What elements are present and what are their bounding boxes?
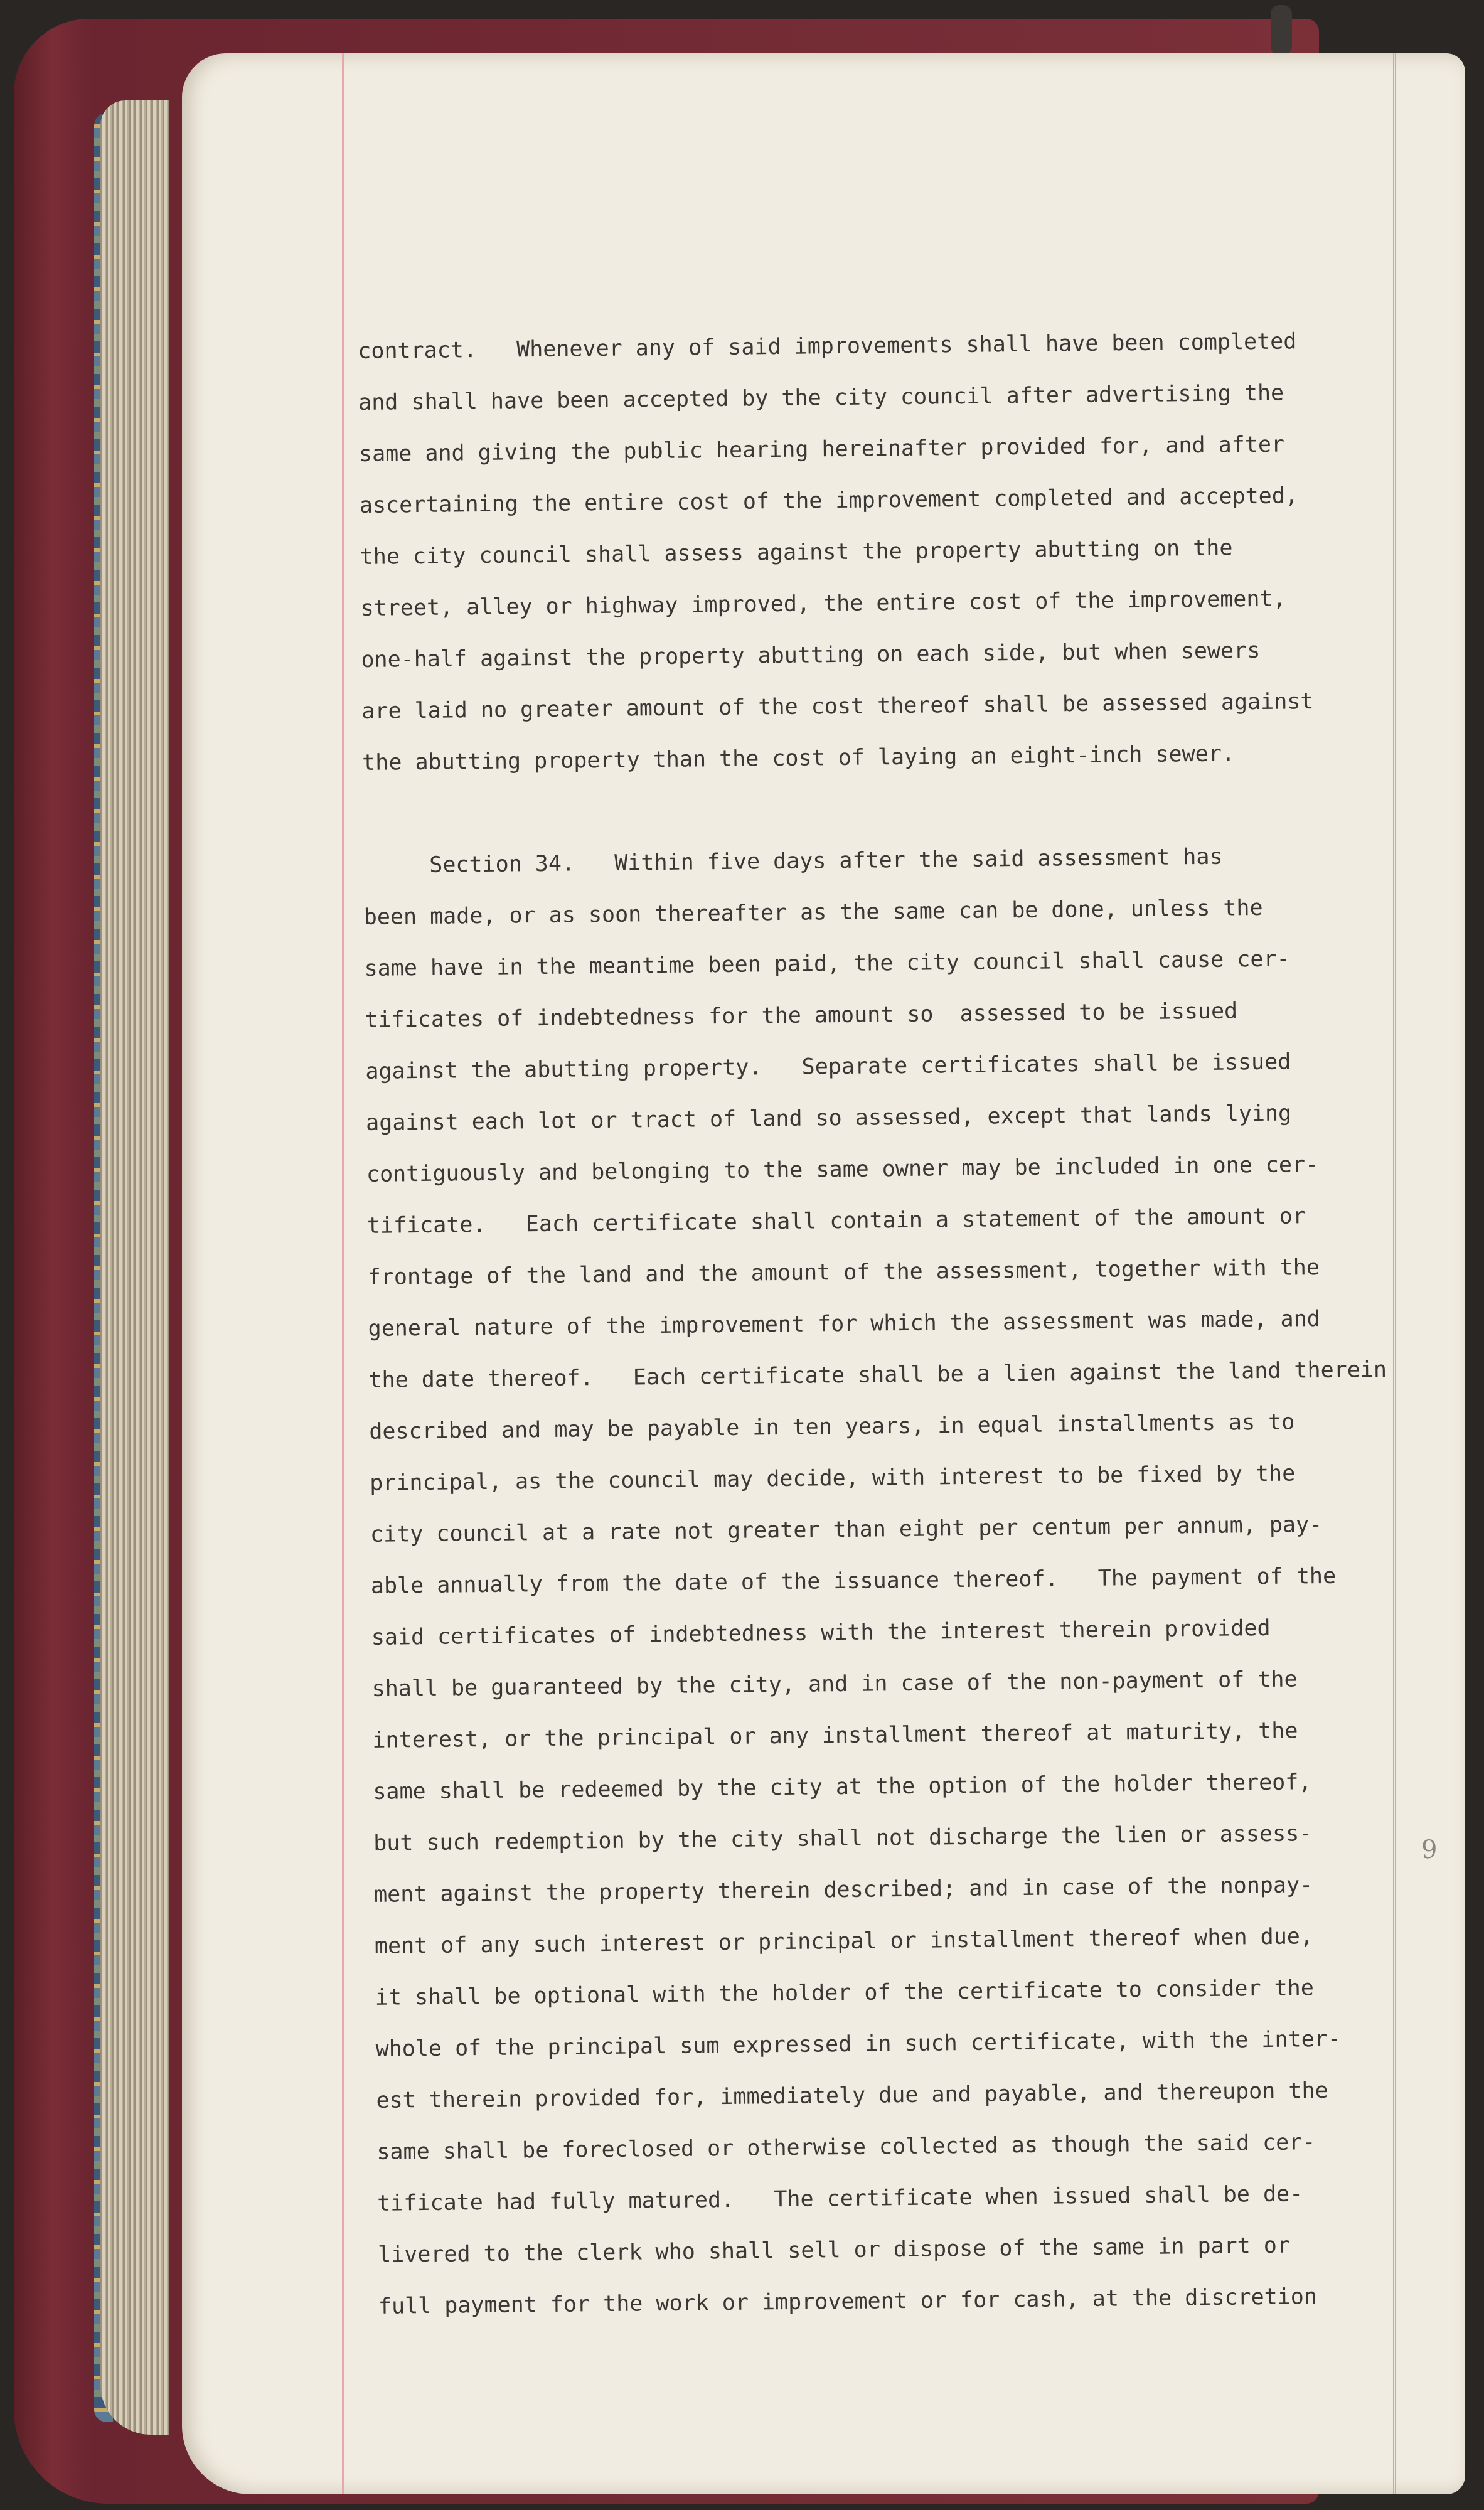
text-line: tificate. Each certificate shall contain a statement of the amount or: [366, 1204, 1306, 1239]
text-line: against each lot or tract of land so assessed, except that lands lying: [365, 1101, 1292, 1136]
text-line: city council at a rate not greater than eight per centum per annum, pay-: [370, 1512, 1323, 1547]
text-line: the date thereof. Each certificate shall be a lien against the land therein: [368, 1357, 1387, 1393]
text-line: same shall be foreclosed or otherwise collected as though the said cer-: [376, 2130, 1316, 2165]
text-line: contract. Whenever any of said improvements shall have been completed: [358, 329, 1297, 364]
text-line: ment of any such interest or principal or installment thereof when due,: [374, 1924, 1314, 1959]
page-block-edge: [100, 100, 169, 2435]
text-line: been made, or as soon thereafter as the same can be done, unless the: [363, 895, 1263, 930]
text-line: tificates of indebtedness for the amount so assessed to be issued: [365, 998, 1238, 1033]
text-line: said certificates of indebtedness with the interest therein provided: [371, 1615, 1271, 1650]
binder-clip: [1271, 5, 1292, 55]
text-line: full payment for the work or improvement or for cash, at the discretion: [378, 2284, 1318, 2319]
text-line: ascertaining the entire cost of the improvement completed and accepted,: [359, 483, 1299, 518]
text-line: same shall be redeemed by the city at the option of the holder thereof,: [373, 1770, 1312, 1805]
text-line: general nature of the improvement for which the assessment was made, and: [368, 1306, 1320, 1342]
text-line: the abutting property than the cost of laying an eight-inch sewer.: [361, 741, 1236, 776]
text-line: described and may be payable in ten years, in equal installments as to: [369, 1409, 1295, 1445]
text-line: and shall have been accepted by the city council after advertising the: [358, 380, 1284, 415]
text-line: ment against the property therein described; and in case of the nonpay-: [373, 1872, 1313, 1908]
text-line: same have in the meantime been paid, the city council shall cause cer-: [364, 946, 1290, 981]
text-line: shall be guaranteed by the city, and in case of the non-payment of the: [371, 1667, 1298, 1702]
text-line: against the abutting property. Separate certificates shall be issued: [365, 1049, 1291, 1084]
text-line: Section 34. Within five days after the said assessment has: [363, 844, 1223, 878]
text-line: are laid no greater amount of the cost thereof shall be assessed against: [361, 689, 1314, 724]
text-line: able annually from the date of the issuance thereof. The payment of the: [370, 1563, 1337, 1599]
margin-pencil-note: 9: [1421, 1835, 1438, 1864]
text-line: one-half against the property abutting on each side, but when sewers: [361, 638, 1261, 673]
text-line: livered to the clerk who shall sell or dispose of the same in part or: [377, 2233, 1291, 2268]
text-line: contiguously and belonging to the same owner may be included in one cer-: [366, 1152, 1319, 1187]
text-line: whole of the principal sum expressed in such certificate, with the inter-: [375, 2026, 1342, 2062]
text-line: but such redemption by the city shall not discharge the lien or assess-: [373, 1821, 1313, 1856]
left-margin-rule: [342, 53, 344, 2494]
text-line: frontage of the land and the amount of the assessment, together with the: [367, 1255, 1320, 1290]
text-line: same and giving the public hearing hereinafter provided for, and after: [358, 432, 1285, 467]
text-line: interest, or the principal or any installment thereof at maturity, the: [372, 1718, 1298, 1753]
text-line: it shall be optional with the holder of the certificate to consider the: [375, 1975, 1315, 2011]
text-line: principal, as the council may decide, with interest to be fixed by the: [369, 1461, 1296, 1496]
text-line: street, alley or highway improved, the entire cost of the improvement,: [360, 586, 1286, 621]
text-line: tificate had fully matured. The certificate when issued shall be de-: [377, 2181, 1303, 2216]
right-margin-rule: [1393, 53, 1396, 2494]
text-line: the city council shall assess against the property abutting on the: [360, 535, 1233, 570]
text-line: est therein provided for, immediately due and payable, and thereupon the: [376, 2078, 1328, 2113]
